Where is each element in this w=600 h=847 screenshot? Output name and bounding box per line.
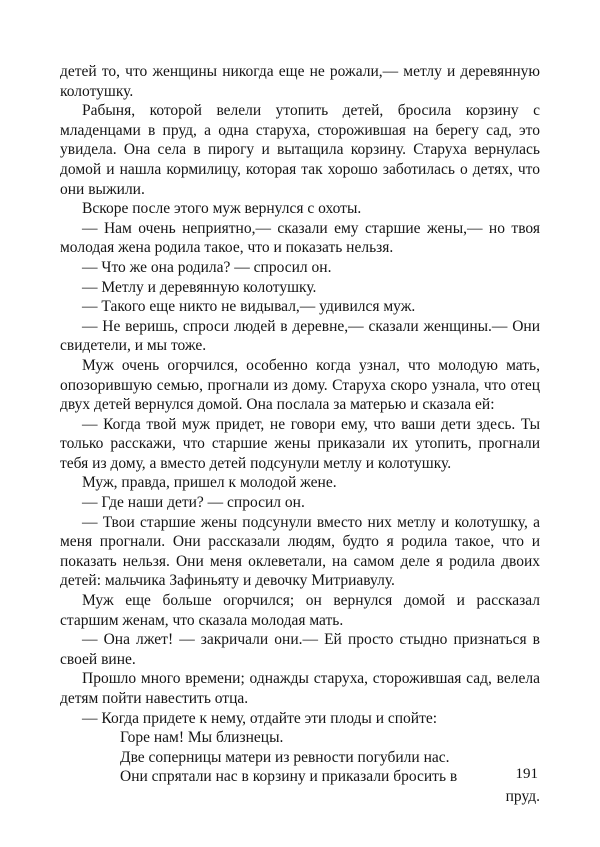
dialogue-line: — Где наши дети? — спросил он. (82, 494, 305, 512)
paragraph: Муж еще больше огорчился; он вернулся домой и рассказал старшим женам, что сказала молодая мать. (60, 592, 540, 629)
verse-line: Горе нам! Мы близнецы. (120, 729, 284, 747)
book-page (60, 62, 540, 807)
paragraph: Рабыня, которой велели утопить детей, бросила корзину с младенцами в пруд, а одна старуха, сторожившая на берегу сад, это увидела. Она села в пирогу и вытащила корзину. Старуха вернулась домой и нашла кормилицу, которая так хорошо заботилась о детях, что они выжили. (60, 102, 540, 198)
dialogue-line: — Метлу и деревянную колотушку. (82, 278, 317, 296)
dialogue-line: — Что же она родила? — спросил он. (82, 258, 332, 276)
paragraph: Муж, правда, пришел к молодой жене. (82, 474, 337, 492)
dialogue-line: — Твои старшие жены подсунули вместо них метлу и колотушку, а меня прогнали. Они рассказали людям, будто я родила такое, что и показать нельзя. Они меня оклеветали, на самом деле я родила двоих детей: мальчика Зафиньяту и девочку Митриавулу. (60, 513, 540, 590)
verse-line: Две соперницы матери из ревности погубили нас. (120, 748, 450, 766)
paragraph: Вскоре после этого муж вернулся с охоты. (82, 200, 362, 218)
page-number: 191 (515, 766, 538, 782)
dialogue-line: — Она лжет! — закричали они.— Ей просто стыдно признаться в своей вине. (60, 631, 540, 668)
dialogue-line: — Не веришь, спроси людей в деревне,— сказали женщины.— Они свидетели, и мы тоже. (60, 317, 540, 355)
dialogue-line: — Когда твой муж придет, не говори ему, что ваши дети здесь. Ты только расскажи, что старшие жены приказали их утопить, прогнали тебя из дому, а вместо детей подсунули метлу и колотушку. (60, 415, 540, 472)
dialogue-line: — Когда придете к нему, отдайте эти плоды и спойте: (82, 709, 438, 727)
verse-line-continuation: пруд. (505, 787, 540, 805)
paragraph: детей то, что женщины никогда еще не рожали,— метлу и деревянную колотушку. (60, 63, 540, 100)
dialogue-line: — Такого еще никто не видывал,— удивился муж. (82, 298, 416, 316)
paragraph: Прошло много времени; однажды старуха, сторожившая сад, велела детям пойти навестить отца. (60, 670, 540, 707)
paragraph: Муж очень огорчился, особенно когда узнал, что молодую мать, опозорившую семью, прогнали из дому. Старуха скоро узнала, что отец двух детей вернулся домой. Она послала за матерью и сказала ей: (60, 356, 540, 414)
dialogue-line: — Нам очень неприятно,— сказали ему старшие жены,— но твоя молодая жена родила такое, что и показать нельзя. (60, 219, 540, 257)
verse-line: Они спрятали нас в корзину и приказали бросить в (120, 768, 458, 786)
song-verse (60, 728, 540, 806)
